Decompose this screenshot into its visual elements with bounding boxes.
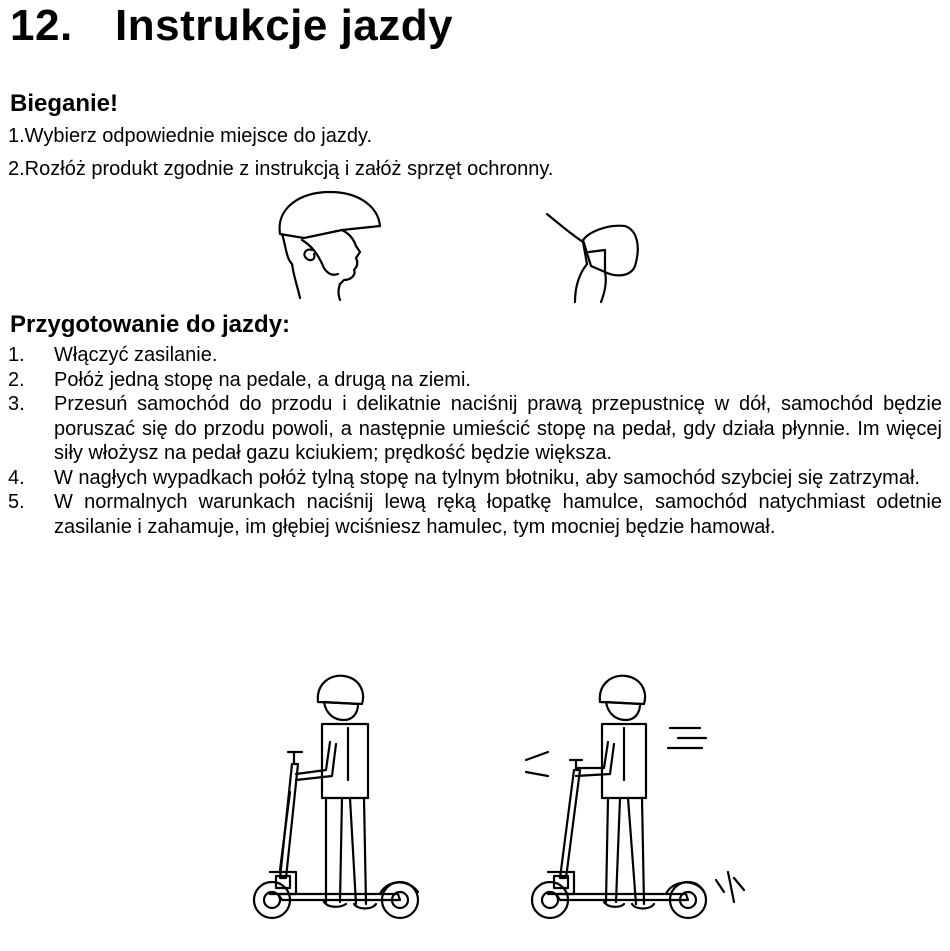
item-text: Połóż jedną stopę na pedale, a drugą na ziemi. <box>54 368 471 391</box>
item-number: 4. <box>8 466 25 489</box>
list-item <box>8 466 942 491</box>
section-number: 12. <box>10 1 73 50</box>
item-text: Przesuń samochód do przodu i delikatnie naciśnij prawą przepustnicę w dół, samochód będzie poruszać się do przodu powoli, a następnie umieścić stopę na pedał, gdy działa płynnie. Im więcej siły włożysz na pedał gazu kciukiem; prędkość będzie większa. <box>54 393 942 464</box>
item-text: Włączyć zasilanie. <box>54 344 218 366</box>
list-item <box>8 490 942 539</box>
running-heading: Bieganie! <box>10 90 119 117</box>
list-item <box>8 343 942 368</box>
helmet-head-icon <box>272 188 387 303</box>
page-title <box>10 0 453 52</box>
list-item <box>8 368 942 393</box>
running-step-1: 1.Wybierz odpowiednie miejsce do jazdy. <box>8 125 373 147</box>
item-text: W nagłych wypadkach połóż tylną stopę na tylnym błotniku, aby samochód szybciej się zatrzymał. <box>54 466 920 489</box>
list-item <box>8 392 942 466</box>
item-number: 1. <box>8 344 25 366</box>
preparation-heading: Przygotowanie do jazdy: <box>10 311 291 338</box>
item-text: W normalnych warunkach naciśnij lewą ręką łopatkę hamulce, samochód natychmiast odetnie zasilanie i zahamuje, im głębiej wciśniesz hamulec, tym mocniej będzie hamował. <box>54 491 942 538</box>
rider-moving-scooter-icon <box>520 672 750 942</box>
rider-on-scooter-icon <box>250 672 420 942</box>
item-number: 2. <box>8 368 25 391</box>
running-step-2: 2.Rozłóż produkt zgodnie z instrukcją i załóż sprzęt ochronny. <box>8 158 554 180</box>
title-text: Instrukcje jazdy <box>115 1 454 50</box>
preparation-list <box>8 343 942 539</box>
item-number: 5. <box>8 491 25 513</box>
knee-pad-icon <box>545 212 640 304</box>
item-number: 3. <box>8 393 25 415</box>
